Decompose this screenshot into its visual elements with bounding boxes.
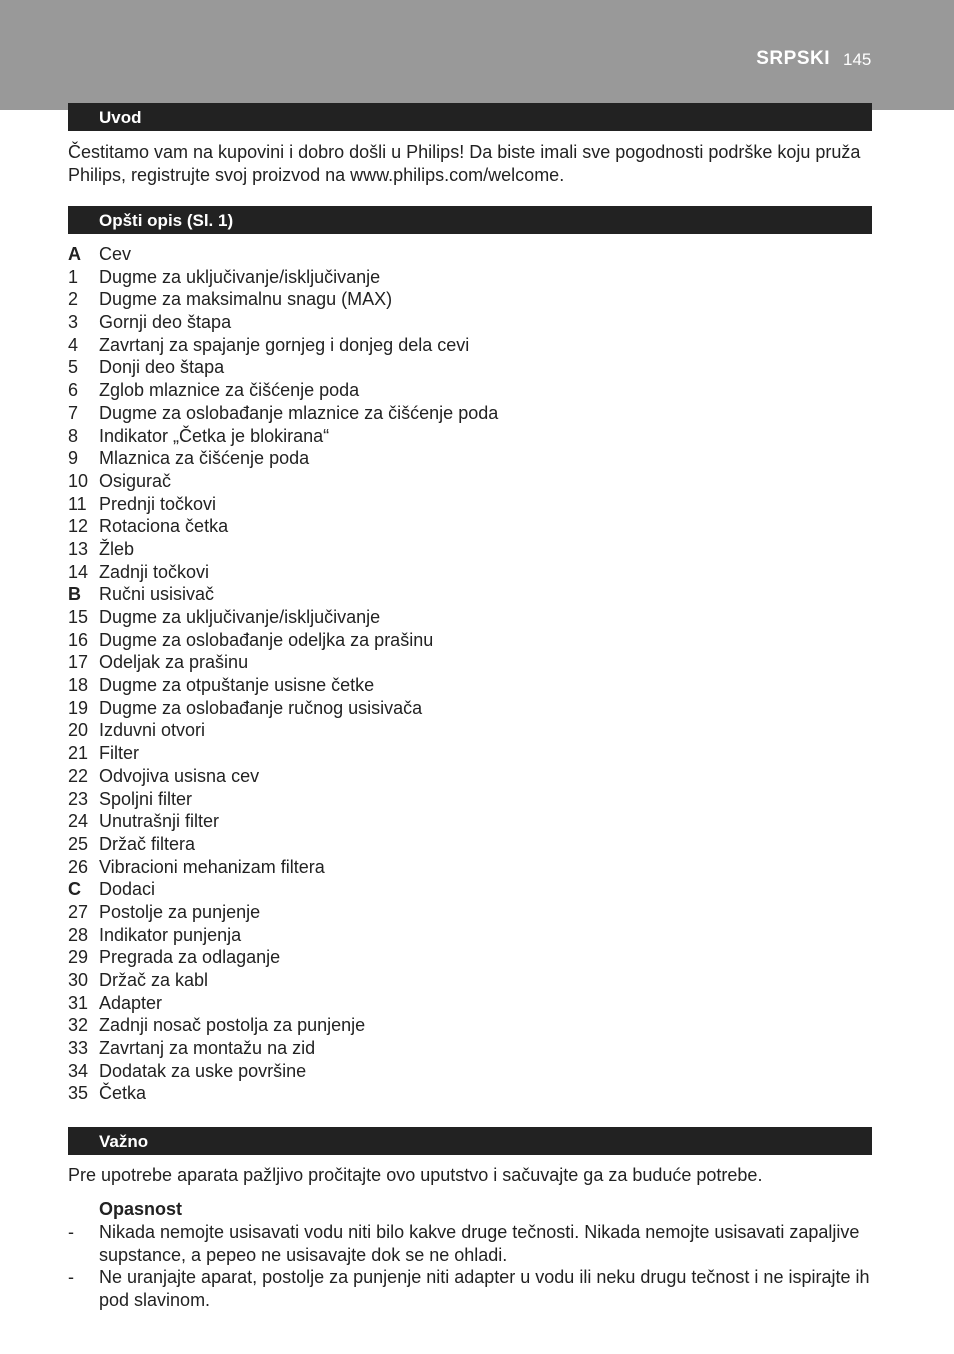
list-item-number: 21 — [68, 743, 89, 764]
section-heading-intro: Uvod — [68, 103, 872, 131]
danger-heading: Opasnost — [99, 1199, 183, 1219]
list-item-number: 30 — [68, 970, 89, 990]
bullet-item — [68, 1266, 874, 1311]
list-item-number: 18 — [68, 675, 89, 696]
list-item-label: Adapter — [99, 992, 163, 1013]
list-item — [68, 402, 874, 425]
list-item-label: Dugme za oslobađanje mlaznice za čišćenje poda — [99, 402, 499, 423]
section-heading-description: Opšti opis (Sl. 1) — [68, 206, 872, 234]
list-item-label: Zadnji točkovi — [99, 561, 210, 582]
list-item-label: Dugme za uključivanje/isključivanje — [99, 607, 381, 627]
list-item — [68, 288, 874, 311]
list-item-number: 2 — [68, 289, 79, 310]
list-item-label: Izduvni otvori — [99, 720, 206, 741]
list-item-number: 3 — [68, 312, 79, 333]
list-item — [68, 606, 874, 629]
list-item-number: 29 — [68, 947, 89, 968]
list-item — [68, 697, 874, 720]
list-item-number: 7 — [68, 402, 79, 423]
list-item-label: Spoljni filter — [99, 788, 193, 809]
header-language: SRPSKI — [756, 48, 830, 69]
list-item — [68, 742, 874, 765]
bullet-dash: - — [68, 1267, 74, 1288]
list-item-label: Rotaciona četka — [99, 516, 229, 537]
intro-paragraph: Čestitamo vam na kupovini i dobro došli u Philips! Da biste imali sve pogodnosti podrške koju pruža Philips, registrujte svoj proizvod na www.philips.com/welcome. — [68, 142, 861, 185]
list-item-number: A — [68, 244, 81, 264]
list-item-label: Zavrtanj za montažu na zid — [99, 1038, 316, 1059]
list-item-number: 20 — [68, 720, 89, 741]
list-item-label: Indikator punjenja — [99, 924, 242, 945]
list-item-number: 14 — [68, 561, 89, 582]
list-item — [68, 470, 874, 493]
list-item — [68, 311, 874, 334]
list-item-number: 24 — [68, 811, 89, 832]
list-item — [68, 425, 874, 448]
list-item-label: Zadnji nosač postolja za punjenje — [99, 1015, 366, 1036]
list-item-number: 1 — [68, 266, 79, 287]
list-item-label: Indikator „Četka je blokirana“ — [99, 425, 330, 446]
list-item — [68, 561, 874, 584]
bullet-text: Nikada nemojte usisavati vodu niti bilo kakve druge tečnosti. Nikada nemojte usisavati zapaljive supstance, a pepeo ne usisavajte dok se ne ohladi. — [99, 1222, 860, 1265]
list-item — [68, 651, 874, 674]
list-item — [68, 538, 874, 561]
list-item — [68, 447, 874, 470]
list-item — [68, 629, 874, 652]
danger-list — [68, 1221, 874, 1312]
list-item-number: 27 — [68, 901, 89, 922]
parts-list — [68, 243, 874, 1105]
list-item-label: Postolje za punjenje — [99, 901, 261, 922]
list-item-label: Dugme za maksimalnu snagu (MAX) — [99, 289, 393, 310]
list-item-label: Dodaci — [99, 879, 156, 900]
list-item — [68, 1014, 874, 1037]
bullet-item — [68, 1221, 874, 1266]
bullet-text: Ne uranjajte aparat, postolje za punjenje niti adapter u vodu ili neku drugu tečnost i ne ispirajte ih pod slavinom. — [99, 1267, 870, 1311]
list-item-number: 17 — [68, 652, 89, 673]
list-item-label: Dugme za oslobađanje ručnog usisivača — [99, 697, 423, 718]
important-paragraph: Pre upotrebe aparata pažljivo pročitajte ovo uputstvo i sačuvajte ga za buduće potrebe. — [68, 1165, 763, 1185]
list-item-label: Četka — [99, 1083, 147, 1104]
bullet-dash: - — [68, 1222, 74, 1242]
list-item — [68, 243, 874, 266]
list-item — [68, 356, 874, 379]
section-heading-important: Važno — [68, 1127, 872, 1155]
list-item-label: Zavrtanj za spajanje gornjeg i donjeg dela cevi — [99, 334, 470, 355]
list-item-label: Filter — [99, 743, 139, 764]
list-item-number: 4 — [68, 334, 79, 355]
list-item-number: 35 — [68, 1083, 89, 1104]
list-item-number: 10 — [68, 470, 89, 491]
list-item-label: Držač za kabl — [99, 970, 209, 990]
list-item-number: 25 — [68, 833, 89, 854]
list-item-number: 16 — [68, 629, 89, 650]
list-item-number: 32 — [68, 1015, 89, 1036]
list-item-label: Donji deo štapa — [99, 357, 225, 378]
list-item — [68, 765, 874, 788]
list-item-label: Cev — [99, 244, 132, 264]
list-item — [68, 719, 874, 742]
list-item-label: Dugme za oslobađanje odeljka za prašinu — [99, 629, 434, 650]
list-item — [68, 583, 874, 606]
list-item-number: B — [68, 584, 81, 605]
list-item-label: Gornji deo štapa — [99, 312, 232, 333]
list-item-number: 11 — [68, 493, 87, 514]
list-item — [68, 1060, 874, 1083]
list-item — [68, 878, 874, 901]
list-item — [68, 810, 874, 833]
list-item — [68, 946, 874, 969]
list-item-number: 34 — [68, 1060, 89, 1081]
list-item-label: Pregrada za odlaganje — [99, 947, 281, 968]
list-item-label: Odeljak za prašinu — [99, 652, 249, 673]
list-item-number: 19 — [68, 697, 89, 718]
list-item-label: Dugme za uključivanje/isključivanje — [99, 266, 381, 287]
list-item-number: C — [68, 879, 81, 900]
list-item — [68, 1037, 874, 1060]
list-item-label: Ručni usisivač — [99, 584, 215, 605]
list-item-label: Dugme za otpuštanje usisne četke — [99, 675, 375, 696]
list-item-number: 8 — [68, 425, 79, 446]
list-item-number: 5 — [68, 357, 79, 378]
list-item-number: 15 — [68, 607, 89, 627]
list-item — [68, 856, 874, 879]
list-item-label: Odvojiva usisna cev — [99, 765, 260, 786]
list-item — [68, 515, 874, 538]
list-item-label: Zglob mlaznice za čišćenje poda — [99, 380, 360, 401]
list-item-label: Žleb — [99, 538, 135, 559]
list-item — [68, 379, 874, 402]
list-item — [68, 334, 874, 357]
list-item-label: Osigurač — [99, 470, 172, 491]
list-item-number: 26 — [68, 856, 89, 877]
list-item-number: 28 — [68, 924, 89, 945]
list-item-number: 22 — [68, 765, 89, 786]
list-item — [68, 266, 874, 289]
list-item-number: 13 — [68, 538, 89, 559]
list-item — [68, 493, 874, 516]
list-item-label: Unutrašnji filter — [99, 811, 220, 832]
list-item-number: 6 — [68, 380, 79, 401]
list-item — [68, 788, 874, 811]
list-item — [68, 901, 874, 924]
list-item-label: Dodatak za uske površine — [99, 1060, 307, 1081]
list-item — [68, 833, 874, 856]
list-item — [68, 992, 874, 1015]
list-item — [68, 924, 874, 947]
list-item-number: 9 — [68, 448, 79, 469]
list-item-label: Držač filtera — [99, 833, 196, 854]
list-item-label: Prednji točkovi — [99, 493, 217, 514]
list-item-number: 31 — [68, 992, 89, 1013]
list-item — [68, 1082, 874, 1105]
list-item-label: Vibracioni mehanizam filtera — [99, 856, 325, 877]
list-item-number: 33 — [68, 1038, 89, 1059]
list-item — [68, 969, 874, 992]
list-item — [68, 674, 874, 697]
page-number: 145 — [843, 50, 872, 69]
list-item-number: 12 — [68, 516, 89, 537]
list-item-label: Mlaznica za čišćenje poda — [99, 448, 310, 469]
list-item-number: 23 — [68, 788, 89, 809]
